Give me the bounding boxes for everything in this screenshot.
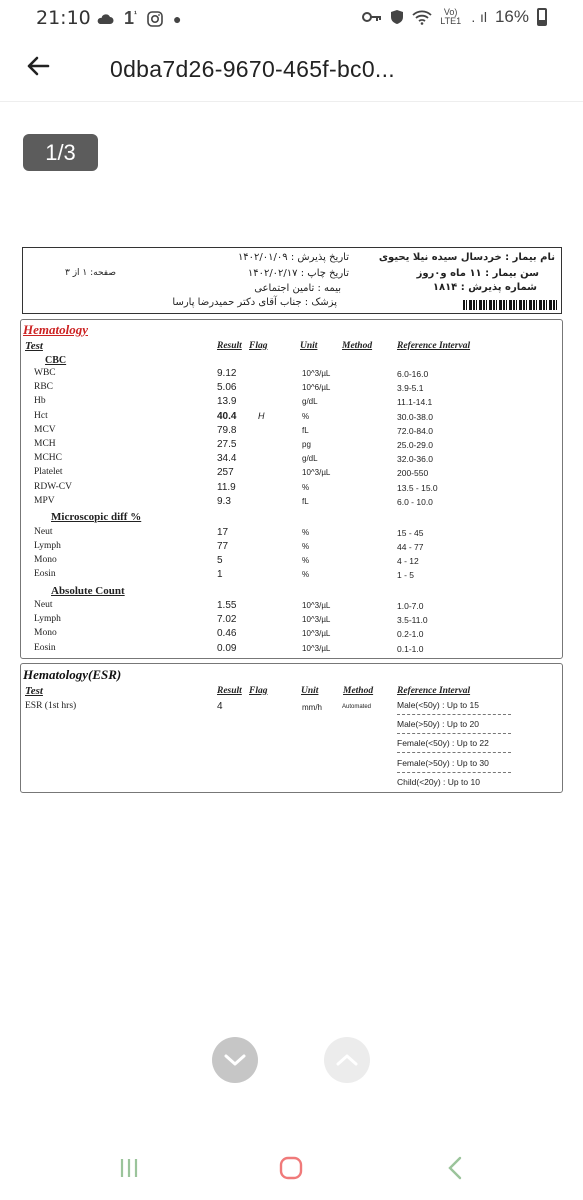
battery-percent: 16% xyxy=(494,7,529,26)
test-unit: 10^3/µL xyxy=(302,629,331,639)
test-name: Mono xyxy=(34,555,57,565)
col-unit: Unit xyxy=(300,341,318,351)
patient-age: سن بیمار : ۱۱ ماه و۰روز xyxy=(416,268,539,279)
chevron-down-icon xyxy=(223,1053,247,1067)
esr-unit: mm/h xyxy=(302,703,322,712)
test-result: 0.46 xyxy=(217,628,237,640)
divider xyxy=(397,733,511,734)
esr-ref-4: Child(<20y) : Up to 10 xyxy=(397,777,480,787)
test-reference: 200-550 xyxy=(397,468,429,479)
test-result: 34.4 xyxy=(217,453,237,465)
test-result: 1 xyxy=(217,569,223,580)
reception-number: شماره پذیرش : ۱۸۱۴ xyxy=(432,282,537,293)
test-name: Neut xyxy=(34,600,53,610)
lte-indicator: Vo) LTE1 xyxy=(440,7,462,26)
esr-ref-0: Male(<50y) : Up to 15 xyxy=(397,700,479,710)
hematology-section xyxy=(20,319,563,659)
test-result: 9.3 xyxy=(217,495,231,507)
test-unit: 10^6/µL xyxy=(302,383,331,393)
col-result: Result xyxy=(217,341,242,351)
test-unit: g/dL xyxy=(302,454,318,464)
test-result: 5 xyxy=(217,555,223,566)
esr-col-method: Method xyxy=(343,686,374,696)
test-reference: 30.0-38.0 xyxy=(397,411,433,422)
test-reference: 6.0 - 10.0 xyxy=(397,496,433,507)
test-name: RDW-CV xyxy=(34,481,72,492)
esr-col-flag: Flag xyxy=(249,686,268,696)
doctor-name: پزشک : جناب آقای دکتر حمیدرضا پارسا xyxy=(172,297,337,308)
notification-icon: $1^{^1}$ xyxy=(124,8,138,28)
esr-result: 4 xyxy=(217,701,223,712)
hematology-title: Hematology xyxy=(23,322,88,337)
barcode-image xyxy=(463,300,559,310)
document-title: 0dba7d26-9670-465f-bc0... xyxy=(110,56,395,82)
test-reference: 4 - 12 xyxy=(397,556,419,566)
esr-ref-3: Female(>50y) : Up to 30 xyxy=(397,758,489,768)
home-icon[interactable] xyxy=(279,1156,303,1180)
col-method: Method xyxy=(342,341,373,351)
esr-ref-1: Male(>50y) : Up to 20 xyxy=(397,719,479,729)
test-unit: g/dL xyxy=(302,397,318,407)
divider xyxy=(397,714,511,715)
test-unit: 10^3/µL xyxy=(302,468,331,478)
esr-section xyxy=(20,663,563,793)
test-reference: 11.1-14.1 xyxy=(397,397,433,408)
test-name: WBC xyxy=(34,368,56,378)
test-unit: fL xyxy=(302,496,309,506)
test-reference: 1 - 5 xyxy=(397,570,415,580)
test-unit: % xyxy=(302,570,310,579)
test-reference: 13.5 - 15.0 xyxy=(397,482,438,493)
test-result: 0.09 xyxy=(217,642,237,654)
test-unit: fL xyxy=(302,425,309,435)
recent-apps-icon[interactable] xyxy=(118,1157,140,1179)
test-unit: % xyxy=(302,556,310,565)
test-name: MCH xyxy=(34,439,56,449)
esr-title: Hematology(ESR) xyxy=(23,667,122,682)
page-indicator: 1/3 xyxy=(23,134,98,171)
test-name: Hb xyxy=(34,396,46,407)
test-reference: 72.0-84.0 xyxy=(397,425,433,436)
test-reference: 1.0-7.0 xyxy=(397,601,424,611)
test-unit: % xyxy=(302,542,310,551)
test-result: 40.4 xyxy=(217,410,237,422)
test-result: 17 xyxy=(217,527,229,538)
test-name: RBC xyxy=(34,382,54,393)
test-name: Lymph xyxy=(34,614,61,625)
patient-header-box xyxy=(22,247,562,314)
cbc-header: CBC xyxy=(45,355,67,366)
patient-name: نام بیمار : خردسال سیده نیلا یحیوی xyxy=(378,252,555,263)
test-result: 77 xyxy=(217,541,229,552)
test-unit: % xyxy=(302,528,310,537)
test-result: 5.06 xyxy=(217,382,237,394)
system-nav-bar xyxy=(0,1140,583,1200)
scroll-up-button[interactable] xyxy=(324,1037,370,1083)
test-reference: 3.9-5.1 xyxy=(397,383,424,394)
esr-method: Automated xyxy=(342,704,372,710)
test-result: 9.12 xyxy=(217,368,237,379)
admit-date: تاریخ پذیرش : ۱۴۰۲/۰۱/۰۹ xyxy=(237,252,349,263)
test-result: 13.9 xyxy=(217,396,237,408)
test-unit: 10^3/µL xyxy=(302,643,331,653)
test-result: 7.02 xyxy=(217,614,237,626)
test-reference: 32.0-36.0 xyxy=(397,454,433,465)
test-result: 27.5 xyxy=(217,439,237,450)
divider xyxy=(397,752,511,753)
test-name: Eosin xyxy=(34,642,56,653)
signal-icon: . ıl xyxy=(469,9,487,25)
esr-col-unit: Unit xyxy=(301,686,319,696)
test-reference: 44 - 77 xyxy=(397,542,424,552)
diff-header: Microscopic diff % xyxy=(51,511,142,523)
status-time: 21:10 xyxy=(36,7,91,29)
test-name: MPV xyxy=(34,495,55,506)
test-reference: 0.2-1.0 xyxy=(397,629,424,640)
esr-col-test: Test xyxy=(25,685,43,697)
chevron-up-icon xyxy=(335,1053,359,1067)
test-name: MCHC xyxy=(34,453,62,464)
page-of-label: صفحه: ۱ از ۳ xyxy=(65,268,116,278)
test-result: 257 xyxy=(217,467,234,479)
test-reference: 0.1-1.0 xyxy=(397,643,424,654)
test-unit: 10^3/µL xyxy=(302,615,331,625)
dot-icon: ● xyxy=(173,10,182,27)
back-nav-icon[interactable] xyxy=(446,1156,464,1180)
test-reference: 15 - 45 xyxy=(397,528,424,538)
abs-header: Absolute Count xyxy=(51,585,125,597)
test-reference: 25.0-29.0 xyxy=(397,440,433,450)
test-flag: H xyxy=(258,410,265,421)
test-name: Mono xyxy=(34,628,57,639)
esr-test: ESR (1st hrs) xyxy=(25,701,77,711)
test-unit: 10^3/µL xyxy=(302,369,331,378)
test-name: Neut xyxy=(34,527,53,537)
print-date: تاریخ چاپ : ۱۴۰۲/۰۲/۱۷ xyxy=(247,268,349,279)
esr-col-reference: Reference Interval xyxy=(397,686,471,696)
insurance: بیمه : تامین اجتماعی xyxy=(254,283,341,294)
esr-col-result: Result xyxy=(217,686,242,696)
test-unit: % xyxy=(302,482,310,492)
esr-ref-2: Female(<50y) : Up to 22 xyxy=(397,738,489,748)
divider xyxy=(397,772,511,773)
test-name: Lymph xyxy=(34,541,61,551)
test-name: Eosin xyxy=(34,569,56,579)
test-unit: % xyxy=(302,411,310,421)
test-result: 11.9 xyxy=(217,481,236,493)
col-reference: Reference Interval xyxy=(397,341,471,351)
test-unit: pg xyxy=(302,440,311,449)
scroll-down-button[interactable] xyxy=(212,1037,258,1083)
test-reference: 6.0-16.0 xyxy=(397,369,429,379)
test-reference: 3.5-11.0 xyxy=(397,615,428,626)
test-result: 1.55 xyxy=(217,600,237,611)
col-flag: Flag xyxy=(249,341,268,351)
test-unit: 10^3/µL xyxy=(302,601,331,610)
test-name: Platelet xyxy=(34,467,63,478)
test-name: MCV xyxy=(34,424,56,435)
test-name: Hct xyxy=(34,410,48,421)
test-result: 79.8 xyxy=(217,424,237,436)
col-test: Test xyxy=(25,340,43,352)
